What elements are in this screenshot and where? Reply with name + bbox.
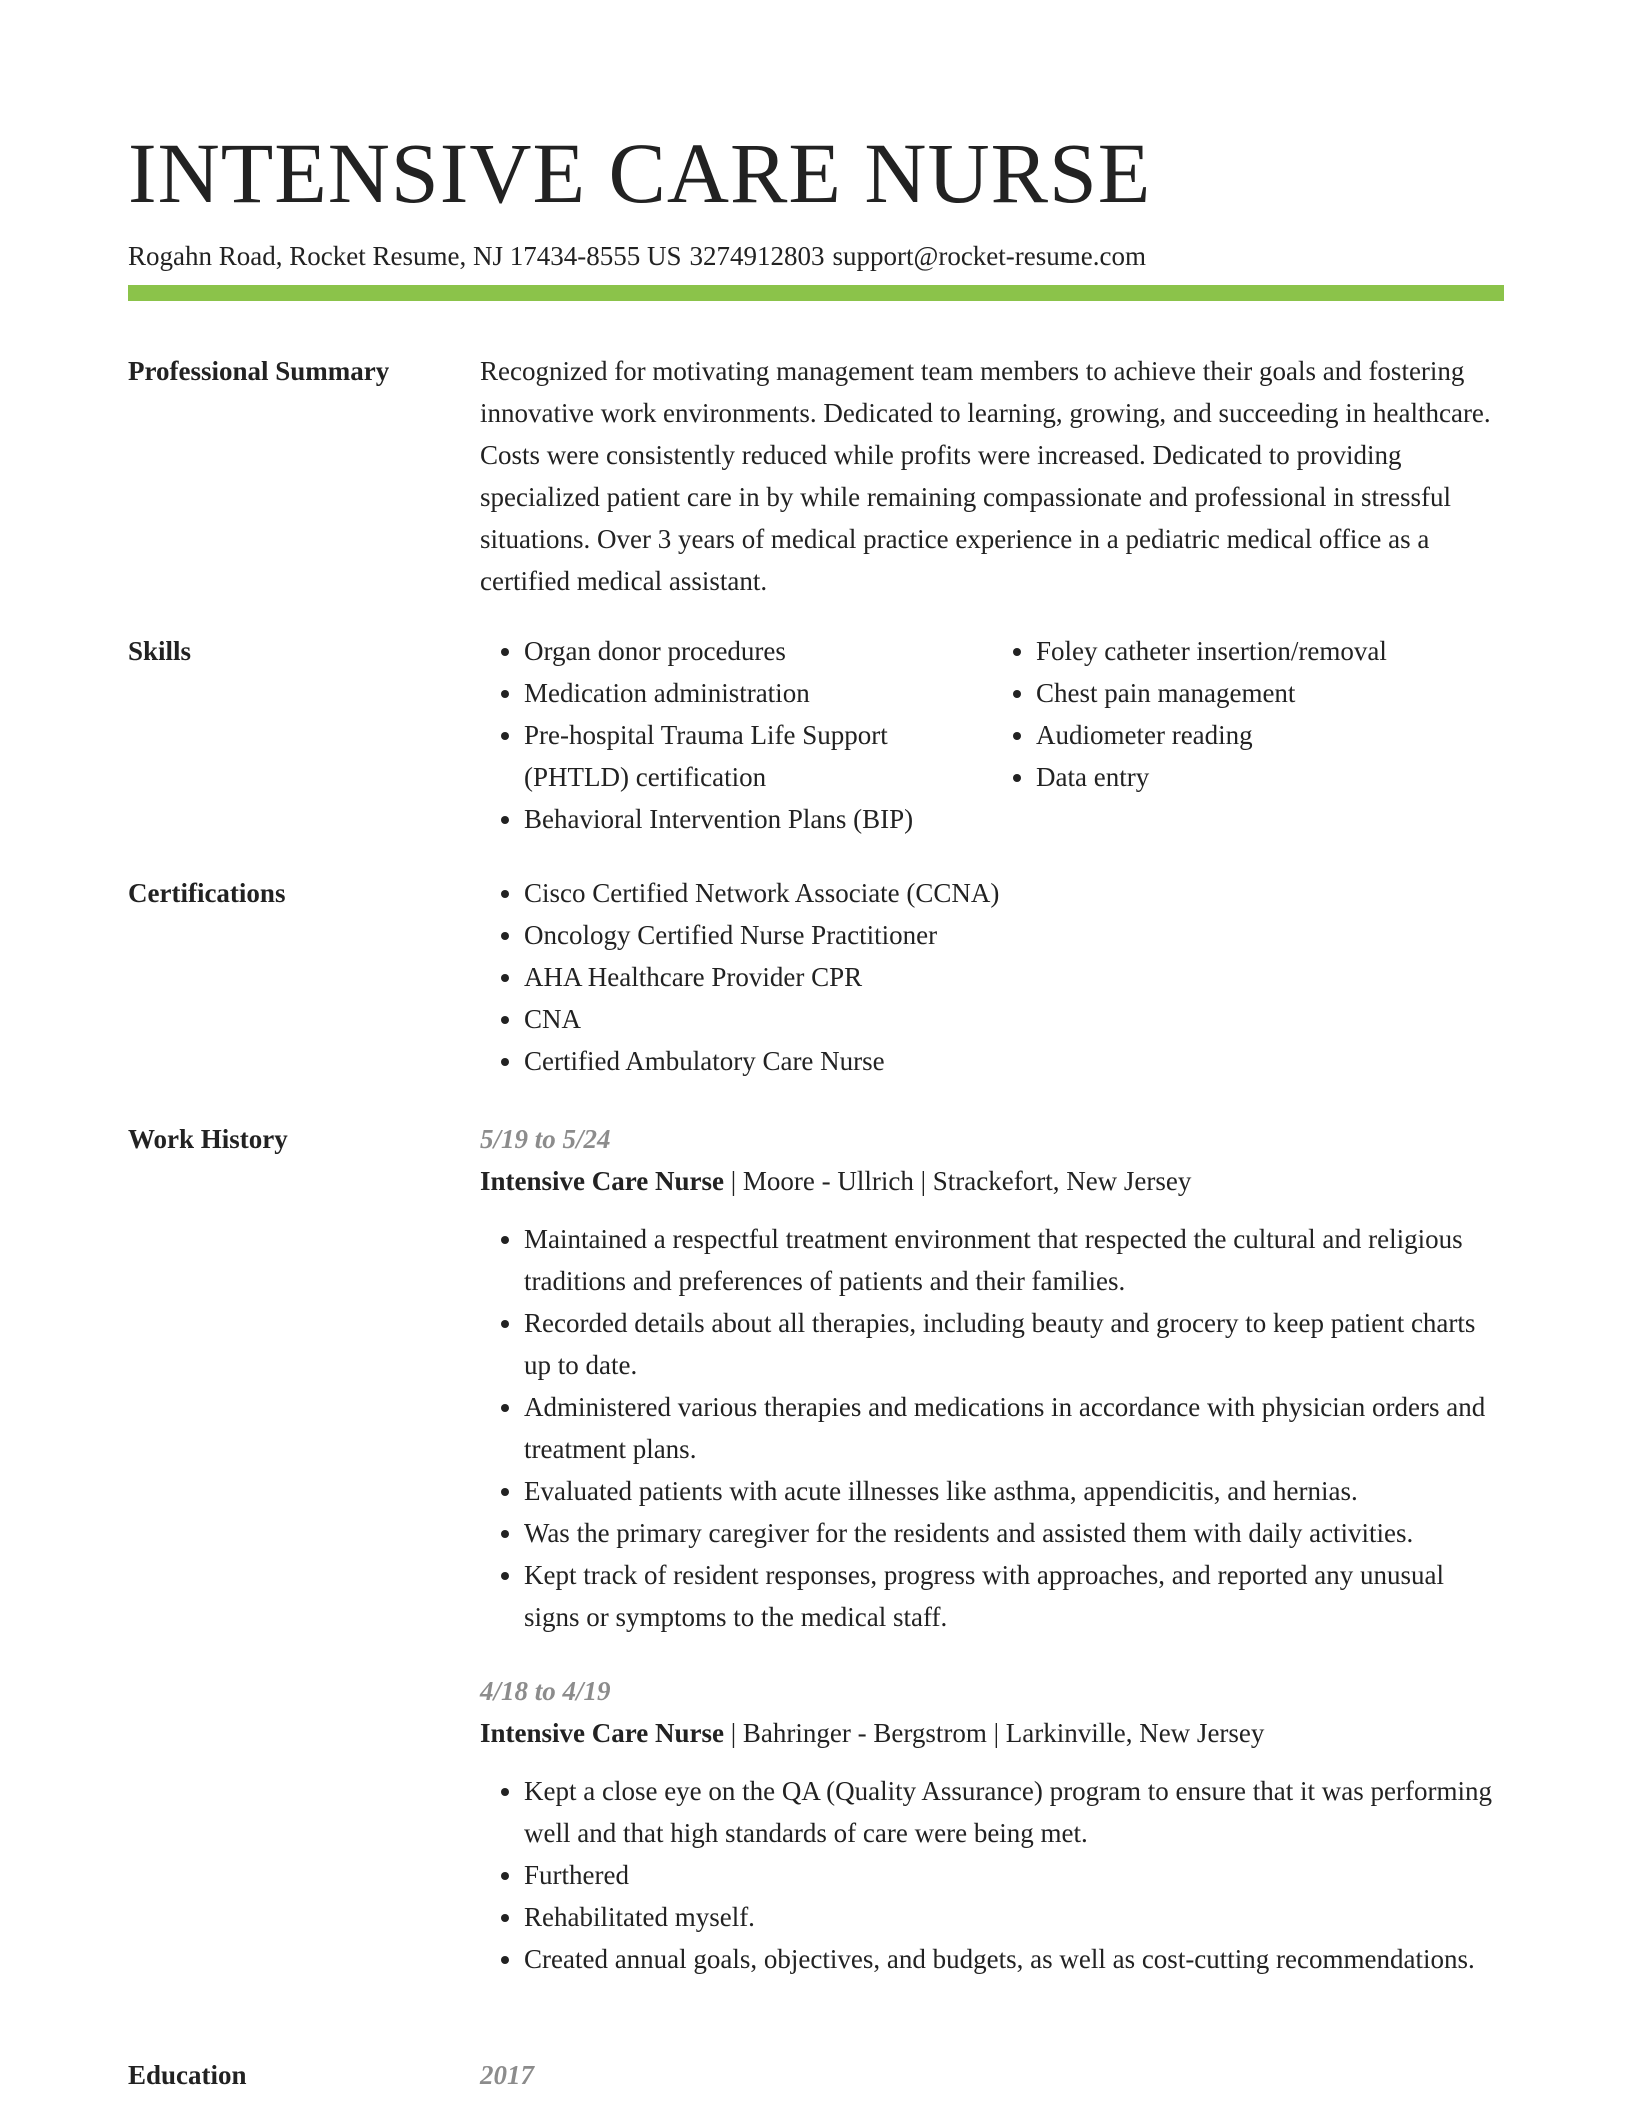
resume-title: INTENSIVE CARE NURSE — [128, 125, 1152, 221]
list-item: • Organ donor procedures — [524, 630, 992, 672]
list-item: • Recorded details about all therapies, including beauty and grocery to keep patient charts up to date. — [524, 1302, 1504, 1386]
list-item: • Behavioral Intervention Plans (BIP) — [524, 798, 992, 840]
list-item: • Pre-hospital Trauma Life Support (PHTLD) certification — [524, 714, 992, 798]
certifications-list — [480, 872, 1504, 1082]
list-item: • Kept a close eye on the QA (Quality Assurance) program to ensure that it was performing well and that high standards of care were being met. — [524, 1770, 1504, 1854]
job-dates: 4/18 to 4/19 — [480, 1676, 611, 1706]
job-heading — [480, 1712, 1504, 1754]
skills-list-right — [992, 630, 1504, 840]
list-item: • Audiometer reading — [1036, 714, 1504, 756]
contact-line — [128, 236, 1504, 276]
summary-text: Recognized for motivating management team members to achieve their goals and fostering innovative work environments. Dedicated to learning, growing, and succeeding in healthcare. Costs were consistently reduced while profits were increased. Dedicated to providing specialized patient care in by while remaining compassionate and professional in stressful situations. Over 3 years of medical practice experience in a pediatric medical office as a certified medical assistant. — [480, 356, 1491, 596]
list-item: • Furthered — [524, 1854, 1504, 1896]
resume-header — [128, 118, 1504, 276]
job-title: Intensive Care Nurse — [480, 1718, 724, 1748]
job-entry — [480, 1118, 1504, 1638]
contact-phone: 3274912803 — [689, 241, 825, 271]
skills-section — [128, 630, 1504, 840]
list-item: • Data entry — [1036, 756, 1504, 798]
job-entry — [480, 1670, 1504, 1980]
list-item: • Certified Ambulatory Care Nurse — [524, 1040, 1504, 1082]
list-item: • Kept track of resident responses, progress with approaches, and reported any unusual signs or symptoms to the medical staff. — [524, 1554, 1504, 1638]
list-item: • AHA Healthcare Provider CPR — [524, 956, 1504, 998]
section-label: Education — [128, 2060, 247, 2090]
skills-list-left — [480, 630, 992, 840]
list-item: • Rehabilitated myself. — [524, 1896, 1504, 1938]
job-title: Intensive Care Nurse — [480, 1166, 724, 1196]
header-divider — [128, 285, 1504, 301]
job-heading — [480, 1160, 1504, 1202]
certifications-section — [128, 872, 1504, 1082]
list-item: • Chest pain management — [1036, 672, 1504, 714]
work-history-section — [128, 1118, 1504, 1980]
list-item: • Evaluated patients with acute illnesses like asthma, appendicitis, and hernias. — [524, 1470, 1504, 1512]
contact-address: Rogahn Road, Rocket Resume, NJ 17434-8555 US — [128, 241, 682, 271]
list-item: • Was the primary caregiver for the residents and assisted them with daily activities. — [524, 1512, 1504, 1554]
list-item: • Foley catheter insertion/removal — [1036, 630, 1504, 672]
summary-section — [128, 350, 1504, 602]
job-details: | Moore - Ullrich | Strackefort, New Jersey — [723, 1166, 1192, 1196]
job-details: | Bahringer - Bergstrom | Larkinville, New Jersey — [723, 1718, 1265, 1748]
education-year: 2017 — [480, 2060, 534, 2090]
section-label: Skills — [128, 636, 192, 666]
section-label: Work History — [128, 1124, 288, 1154]
list-item: • Maintained a respectful treatment environment that respected the cultural and religious traditions and preferences of patients and their families. — [524, 1218, 1504, 1302]
education-section — [128, 2054, 1504, 2096]
list-item: • Medication administration — [524, 672, 992, 714]
job-dates: 5/19 to 5/24 — [480, 1124, 611, 1154]
list-item: • Cisco Certified Network Associate (CCNA) — [524, 872, 1504, 914]
list-item: • Created annual goals, objectives, and budgets, as well as cost-cutting recommendations. — [524, 1938, 1504, 1980]
job-bullets — [480, 1218, 1504, 1638]
job-bullets — [480, 1770, 1504, 1980]
section-label: Certifications — [128, 878, 286, 908]
list-item: • CNA — [524, 998, 1504, 1040]
contact-email: support@rocket-resume.com — [832, 241, 1146, 271]
list-item: • Oncology Certified Nurse Practitioner — [524, 914, 1504, 956]
section-label: Professional Summary — [128, 356, 390, 386]
list-item: • Administered various therapies and medications in accordance with physician orders and treatment plans. — [524, 1386, 1504, 1470]
